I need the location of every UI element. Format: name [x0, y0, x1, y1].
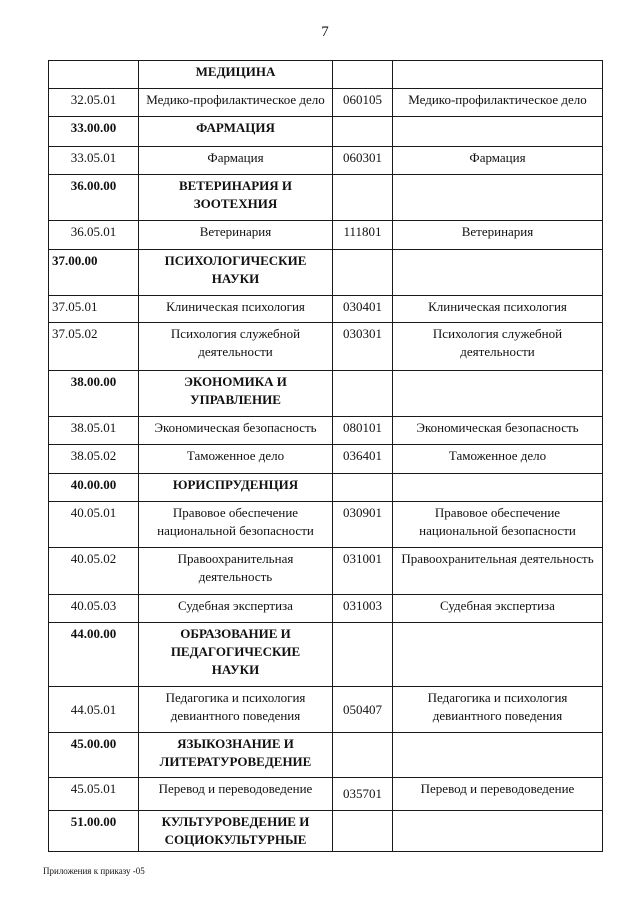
- previous-specialty-name-cell: Педагогика и психология девиантного поведения: [393, 687, 603, 733]
- specialty-row: [49, 296, 603, 323]
- group-title-cell: МЕДИЦИНА: [139, 61, 333, 89]
- group-title-cell: ФАРМАЦИЯ: [139, 117, 333, 147]
- specialty-name-cell: Экономическая безопасность: [139, 417, 333, 445]
- specialty-row: [49, 221, 603, 250]
- specialty-row: [49, 147, 603, 175]
- previous-specialty-code-cell: 060301: [333, 147, 393, 175]
- specialty-row: [49, 595, 603, 623]
- empty-cell: [333, 250, 393, 296]
- previous-specialty-name-cell: Экономическая безопасность: [393, 417, 603, 445]
- previous-specialty-name-cell: Ветеринария: [393, 221, 603, 250]
- previous-specialty-name-cell: Перевод и переводоведение: [393, 778, 603, 811]
- group-code-cell: 33.00.00: [49, 117, 139, 147]
- group-code-cell: [49, 61, 139, 89]
- previous-specialty-name-cell: Судебная экспертиза: [393, 595, 603, 623]
- specialty-name-cell: Фармация: [139, 147, 333, 175]
- previous-specialty-code-cell: 111801: [333, 221, 393, 250]
- previous-specialty-code-cell: 031001: [333, 548, 393, 595]
- specialty-row: [49, 548, 603, 595]
- specialty-code-cell: 38.05.01: [49, 417, 139, 445]
- specialty-name-cell: Клиническая психология: [139, 296, 333, 323]
- previous-specialty-code-cell: 036401: [333, 445, 393, 474]
- specialty-name-cell: Перевод и переводоведение: [139, 778, 333, 811]
- specialty-name-cell: Педагогика и психология девиантного поведения: [139, 687, 333, 733]
- group-code-cell: 45.00.00: [49, 733, 139, 778]
- group-title-cell: ЮРИСПРУДЕНЦИЯ: [139, 474, 333, 502]
- previous-specialty-name-cell: Правовое обеспечение национальной безопасности: [393, 502, 603, 548]
- specialty-row: [49, 417, 603, 445]
- specialty-row: [49, 89, 603, 117]
- previous-specialty-code-cell: 060105: [333, 89, 393, 117]
- specialty-code-cell: 40.05.01: [49, 502, 139, 548]
- page-number: 7: [321, 24, 329, 40]
- specialty-name-cell: Судебная экспертиза: [139, 595, 333, 623]
- empty-cell: [333, 175, 393, 221]
- previous-specialty-code-cell: 035701: [333, 778, 393, 811]
- specialty-code-cell: 37.05.02: [49, 323, 139, 371]
- previous-specialty-name-cell: Правоохранительная деятельность: [393, 548, 603, 595]
- group-heading-row: [49, 175, 603, 221]
- specialty-code-cell: 33.05.01: [49, 147, 139, 175]
- previous-specialty-name-cell: Клиническая психология: [393, 296, 603, 323]
- specialty-code-cell: 44.05.01: [49, 687, 139, 733]
- group-heading-row: [49, 733, 603, 778]
- specialty-code-cell: 40.05.02: [49, 548, 139, 595]
- empty-cell: [393, 175, 603, 221]
- specialty-row: [49, 778, 603, 811]
- specialties-table: [48, 60, 603, 852]
- group-code-cell: 44.00.00: [49, 623, 139, 687]
- group-heading-row: [49, 117, 603, 147]
- empty-cell: [333, 733, 393, 778]
- specialty-code-cell: 40.05.03: [49, 595, 139, 623]
- previous-specialty-code-cell: 030401: [333, 296, 393, 323]
- specialty-row: [49, 502, 603, 548]
- specialty-row: [49, 445, 603, 474]
- group-heading-row: [49, 250, 603, 296]
- empty-cell: [393, 623, 603, 687]
- group-heading-row: [49, 371, 603, 417]
- specialty-name-cell: Правовое обеспечение национальной безопасности: [139, 502, 333, 548]
- previous-specialty-name-cell: Психология служебной деятельности: [393, 323, 603, 371]
- group-code-cell: 40.00.00: [49, 474, 139, 502]
- empty-cell: [393, 61, 603, 89]
- previous-specialty-code-cell: 030901: [333, 502, 393, 548]
- empty-cell: [393, 474, 603, 502]
- group-code-cell: 37.00.00: [49, 250, 139, 296]
- table-body: [49, 61, 603, 852]
- previous-specialty-code-cell: 080101: [333, 417, 393, 445]
- empty-cell: [333, 811, 393, 852]
- group-title-cell: КУЛЬТУРОВЕДЕНИЕ И СОЦИОКУЛЬТУРНЫЕ: [139, 811, 333, 852]
- empty-cell: [333, 61, 393, 89]
- group-code-cell: 36.00.00: [49, 175, 139, 221]
- group-title-cell: ОБРАЗОВАНИЕ И ПЕДАГОГИЧЕСКИЕ НАУКИ: [139, 623, 333, 687]
- specialty-code-cell: 36.05.01: [49, 221, 139, 250]
- empty-cell: [393, 250, 603, 296]
- empty-cell: [393, 117, 603, 147]
- group-heading-row: [49, 61, 603, 89]
- empty-cell: [333, 117, 393, 147]
- group-title-cell: ЯЗЫКОЗНАНИЕ И ЛИТЕРАТУРОВЕДЕНИЕ: [139, 733, 333, 778]
- empty-cell: [393, 371, 603, 417]
- specialty-name-cell: Правоохранительная деятельность: [139, 548, 333, 595]
- specialty-row: [49, 323, 603, 371]
- group-heading-row: [49, 811, 603, 852]
- previous-specialty-name-cell: Фармация: [393, 147, 603, 175]
- previous-specialty-name-cell: Медико-профилактическое дело: [393, 89, 603, 117]
- previous-specialty-code-cell: 031003: [333, 595, 393, 623]
- previous-specialty-name-cell: Таможенное дело: [393, 445, 603, 474]
- group-code-cell: 51.00.00: [49, 811, 139, 852]
- specialty-code-cell: 37.05.01: [49, 296, 139, 323]
- previous-specialty-code-cell: 030301: [333, 323, 393, 371]
- previous-specialty-code-cell: 050407: [333, 687, 393, 733]
- specialty-code-cell: 38.05.02: [49, 445, 139, 474]
- specialty-name-cell: Таможенное дело: [139, 445, 333, 474]
- specialty-code-cell: 32.05.01: [49, 89, 139, 117]
- group-heading-row: [49, 474, 603, 502]
- group-code-cell: 38.00.00: [49, 371, 139, 417]
- empty-cell: [393, 811, 603, 852]
- specialty-row: [49, 687, 603, 733]
- group-title-cell: ПСИХОЛОГИЧЕСКИЕ НАУКИ: [139, 250, 333, 296]
- specialty-code-cell: 45.05.01: [49, 778, 139, 811]
- specialty-name-cell: Медико-профилактическое дело: [139, 89, 333, 117]
- specialty-name-cell: Ветеринария: [139, 221, 333, 250]
- group-title-cell: ВЕТЕРИНАРИЯ И ЗООТЕХНИЯ: [139, 175, 333, 221]
- footer-note: Приложения к приказу -05: [43, 866, 145, 876]
- empty-cell: [333, 371, 393, 417]
- group-heading-row: [49, 623, 603, 687]
- empty-cell: [333, 623, 393, 687]
- empty-cell: [393, 733, 603, 778]
- group-title-cell: ЭКОНОМИКА И УПРАВЛЕНИЕ: [139, 371, 333, 417]
- specialty-name-cell: Психология служебной деятельности: [139, 323, 333, 371]
- empty-cell: [333, 474, 393, 502]
